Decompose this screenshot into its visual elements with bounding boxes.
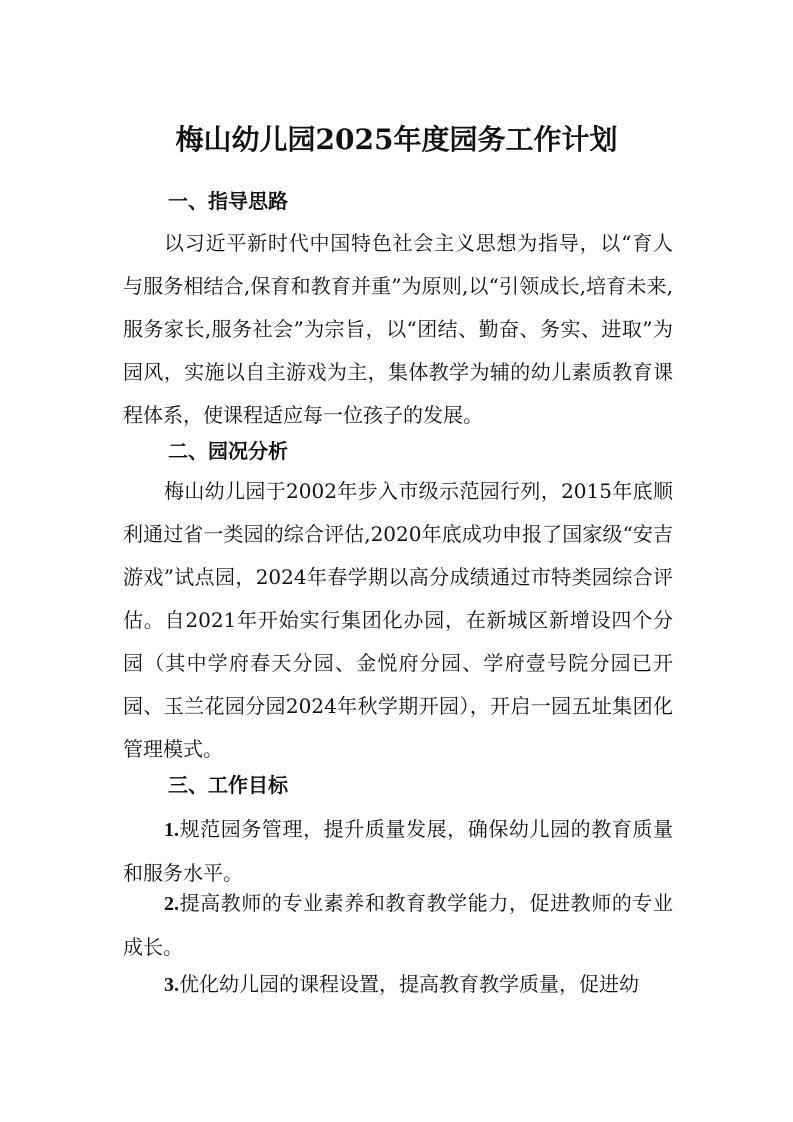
goal-number: 3.	[164, 974, 179, 996]
goal-item	[123, 963, 673, 1007]
goal-text: 优化幼儿园的课程设置，提高教育教学质量，促进幼	[179, 972, 639, 996]
document-title: 梅山幼儿园2025年度园务工作计划	[175, 123, 618, 156]
goal-number: 2.	[164, 893, 179, 915]
section-heading-situation-analysis: 二、园况分析	[168, 439, 288, 463]
goal-text: 规范园务管理，提升质量发展，确保幼儿园的教育质量和服务水平。	[123, 817, 673, 885]
section-heading-work-goals: 三、工作目标	[168, 773, 288, 797]
goal-number: 1.	[164, 819, 179, 841]
section-heading-guiding-ideas: 一、指导思路	[168, 189, 288, 213]
section-paragraph-situation-analysis: 梅山幼儿园于2002年步入市级示范园行列，2015年底顺利通过省一类园的综合评估,2020年底成功申报了国家级“安吉游戏”试点园，2024年春学期以高分成绩通过市特类园综合评估。自2021年开始实行集团化办园，在新城区新增设四个分园（其中学府春天分园、金悦府分园、学府壹号院分园已开园、玉兰花园分园2024年秋学期开园），开启一园五址集团化管理模式。	[123, 479, 673, 761]
section-paragraph-guiding-ideas: 以习近平新时代中国特色社会主义思想为指导，以“育人与服务相结合,保育和教育并重”为原则,以“引领成长,培育未来,服务家长,服务社会”为宗旨，以“团结、勤奋、务实、进取”为园风，实施以自主游戏为主，集体教学为辅的幼儿素质教育课程体系，使课程适应每一位孩子的发展。	[123, 231, 673, 427]
goal-text: 提高教师的专业素养和教育教学能力，促进教师的专业成长。	[123, 891, 673, 959]
goal-item	[123, 882, 673, 969]
